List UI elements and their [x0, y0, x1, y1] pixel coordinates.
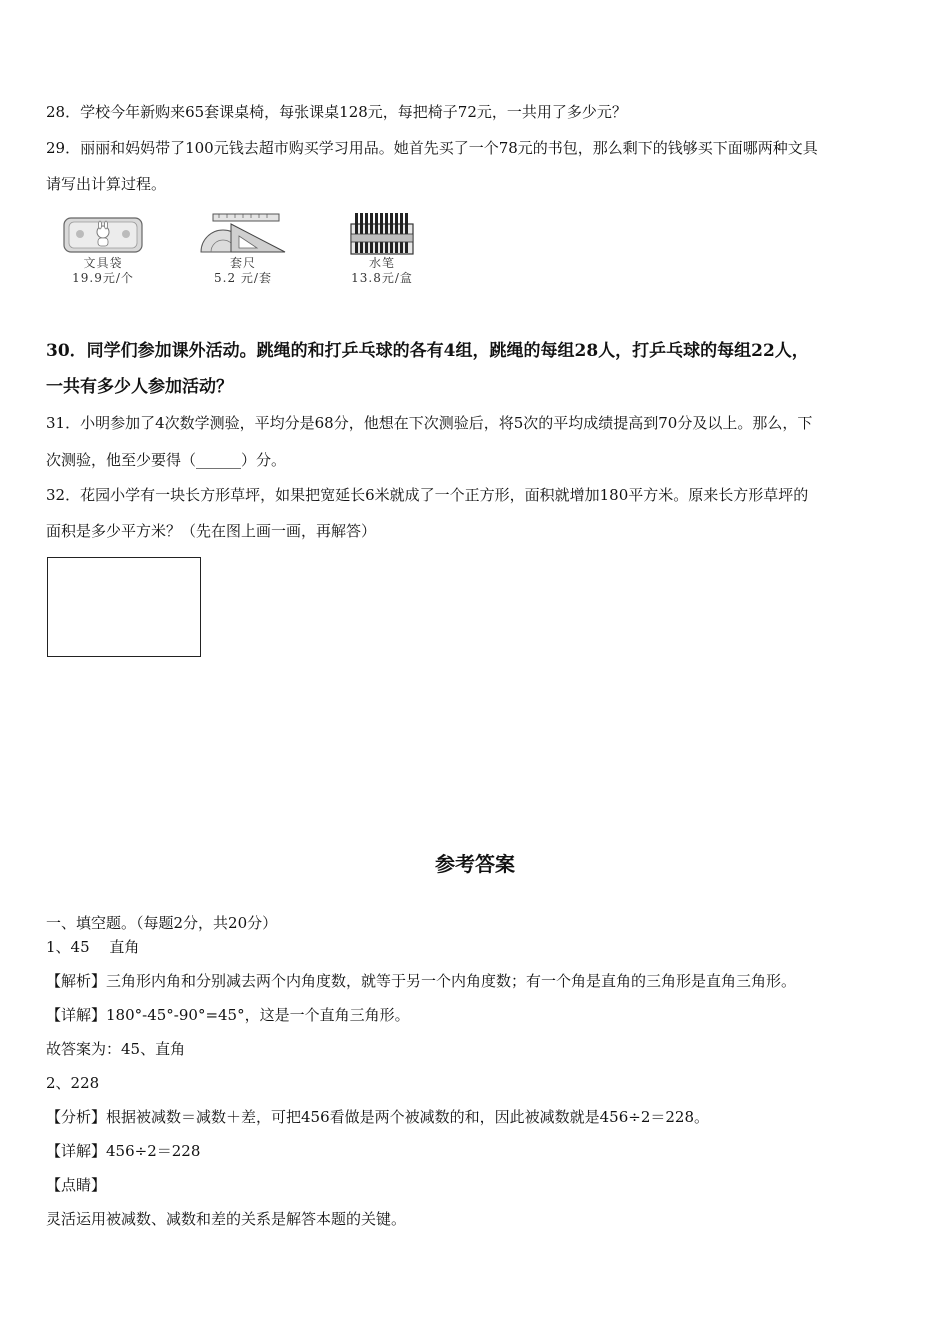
- item-price: 5.2 元/套: [214, 271, 272, 285]
- answer-1-detail: 【详解】180°-45°-90°=45°，这是一个直角三角形。: [46, 1006, 410, 1024]
- question-32-line2: 面积是多少平方米？（先在图上画一画，再解答）: [46, 522, 377, 540]
- item-price: 19.9元/个: [72, 271, 134, 285]
- item-price: 13.8元/盒: [351, 271, 413, 285]
- question-28: 28．学校今年新购来65套课桌椅，每张课桌128元，每把椅子72元，一共用了多少元？: [46, 103, 627, 121]
- question-31-line2: 次测验，他至少要得（______）分。: [46, 451, 287, 469]
- answer-2-final: 灵活运用被减数、减数和差的关系是解答本题的关键。: [46, 1210, 407, 1228]
- answer-1-final: 故答案为：45、直角: [46, 1040, 186, 1058]
- answer-2-head: 2、228: [46, 1074, 100, 1092]
- lawn-rectangle-figure: [47, 557, 201, 657]
- item-name: 套尺: [229, 256, 256, 270]
- item-name: 水笔: [368, 256, 395, 270]
- answer-2-detail: 【详解】456÷2＝228: [46, 1142, 201, 1160]
- pen-box-icon: [347, 210, 417, 256]
- pencil-case-icon: [60, 212, 146, 256]
- question-30-line1: 30．同学们参加课外活动。跳绳的和打乒乓球的各有4组，跳绳的每组28人，打乒乓球的每组22人，: [46, 341, 809, 361]
- item-name: 文具袋: [83, 256, 123, 270]
- answer-2-analysis: 【分析】根据被减数＝减数＋差，可把456看做是两个被减数的和，因此被减数就是456÷2＝228。: [46, 1108, 710, 1126]
- question-30-line2: 一共有多少人参加活动？: [46, 377, 233, 397]
- item-ruler-set: [178, 212, 308, 286]
- answers-section-heading: 一、填空题。（每题2分，共20分）: [46, 914, 278, 932]
- question-31-line1: 31．小明参加了4次数学测验，平均分是68分，他想在下次测验后，将5次的平均成绩提高到70分及以上。那么，下: [46, 414, 813, 432]
- item-pencil-case: [38, 212, 168, 286]
- answer-1-head: 1、45 直角: [46, 938, 140, 956]
- answer-1-analysis: 【解析】三角形内角和分别减去两个内角度数，就等于另一个内角度数；有一个角是直角的三角形是直角三角形。: [46, 972, 797, 990]
- question-29-line2: 请写出计算过程。: [46, 175, 167, 193]
- question-32-line1: 32．花园小学有一块长方形草坪，如果把宽延长6米就成了一个正方形，面积就增加180平方米。原来长方形草坪的: [46, 486, 809, 504]
- item-pen-box: [317, 210, 447, 286]
- ruler-set-icon: [195, 212, 291, 256]
- answer-2-note: 【点睛】: [46, 1176, 107, 1194]
- answers-title: 参考答案: [435, 852, 515, 876]
- question-29-line1: 29．丽丽和妈妈带了100元钱去超市购买学习用品。她首先买了一个78元的书包，那么剩下的钱够买下面哪两种文具: [46, 139, 818, 157]
